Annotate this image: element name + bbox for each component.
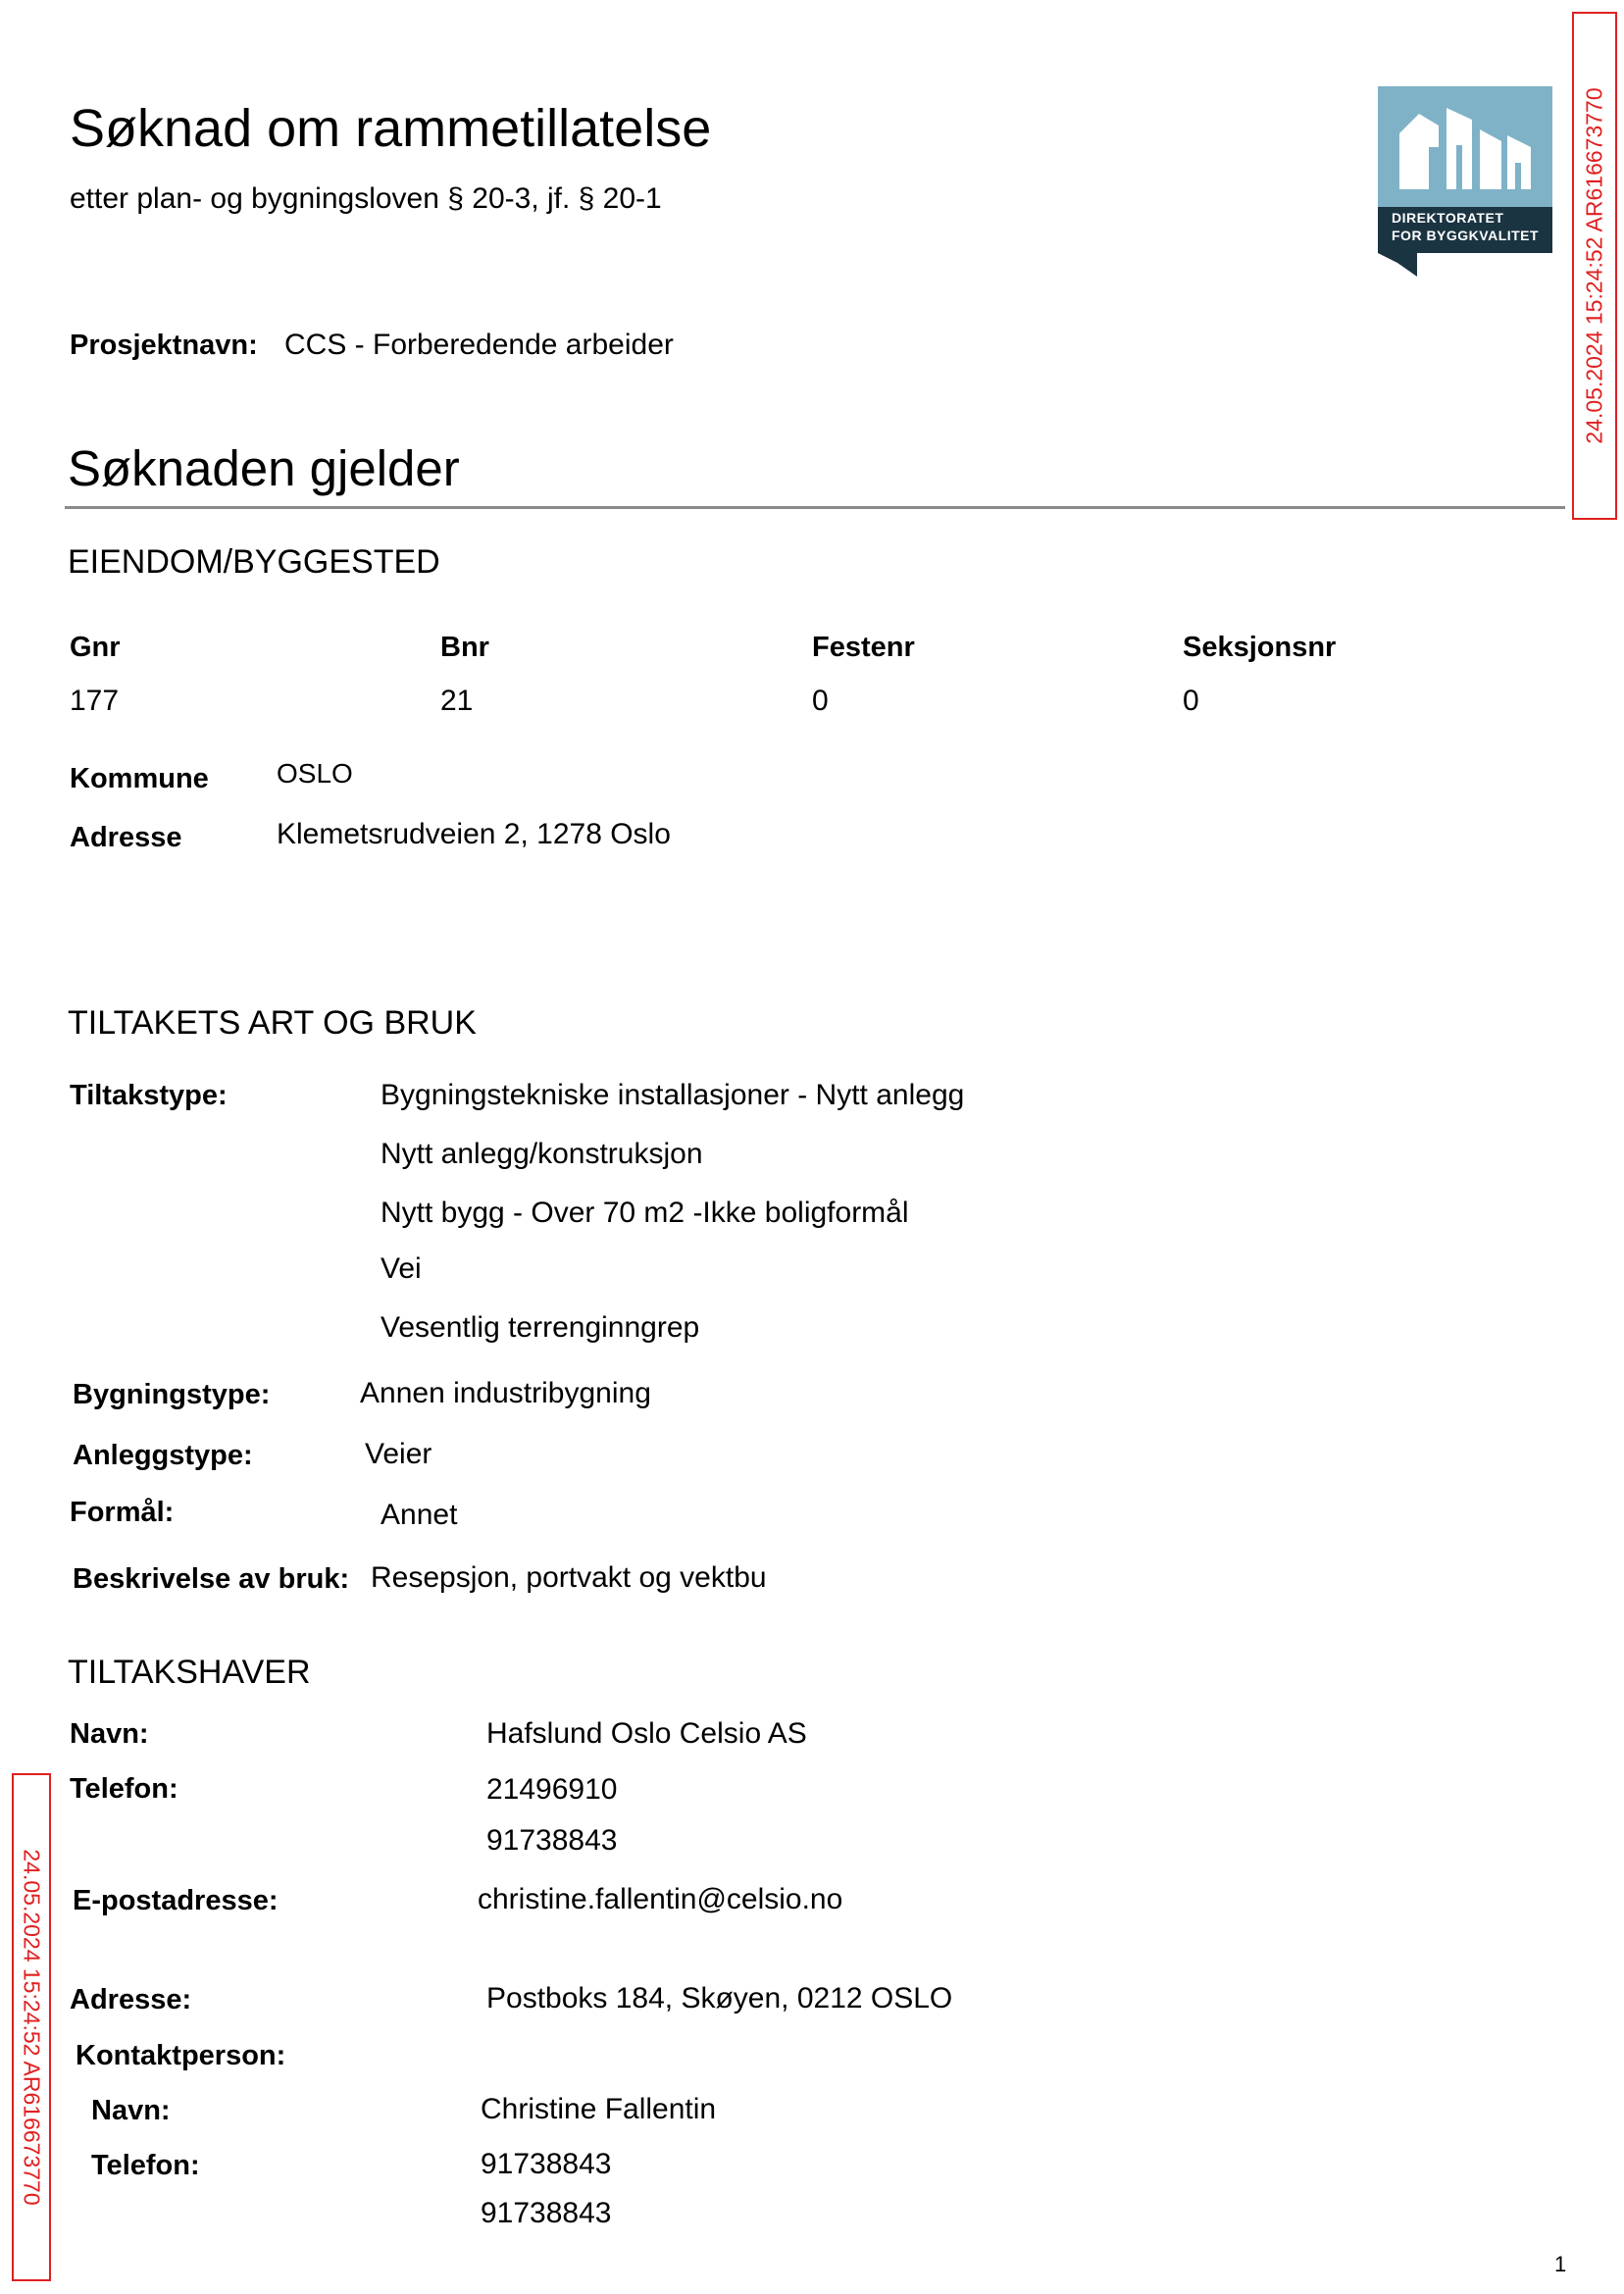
tiltak-heading: TILTAKETS ART OG BRUK [68,1004,477,1042]
project-label: Prosjektnavn: [70,330,258,361]
kontakt-navn-value: Christine Fallentin [481,2093,717,2125]
document-subtitle: etter plan- og bygningsloven § 20-3, jf. § 20-1 [70,182,662,215]
tiltakstype-value: Vesentlig terrenginngrep [381,1311,700,1344]
seksjonsnr-value: 0 [1183,685,1199,717]
section-divider [65,506,1565,509]
dibk-logo-graphic [1378,86,1552,277]
project-value: CCS - Forberedende arbeider [284,329,674,361]
beskrivelse-value: Resepsjon, portvakt og vektbu [371,1561,767,1594]
tiltakstype-value: Vei [381,1252,422,1285]
kommune-value: OSLO [277,758,353,789]
navn-label: Navn: [70,1718,149,1750]
gnr-value: 177 [70,685,120,717]
tiltakshaver-heading: TILTAKSHAVER [68,1654,311,1691]
anleggstype-value: Veier [365,1438,432,1470]
tiltakstype-label: Tiltakstype: [70,1080,228,1111]
telefon-value: 21496910 [486,1773,618,1806]
festenr-label: Festenr [812,632,915,663]
anleggstype-label: Anleggstype: [73,1440,253,1471]
bnr-value: 21 [440,685,474,717]
kontakt-telefon-value: 91738843 [481,2197,612,2229]
tiltakshaver-adresse-label: Adresse: [70,1984,192,2015]
adresse-label: Adresse [70,822,182,853]
epost-label: E-postadresse: [73,1885,279,1916]
stamp-text: 24.05.2024 15:24:52 AR616673770 [19,1849,45,2206]
navn-value: Hafslund Oslo Celsio AS [486,1717,807,1750]
festenr-value: 0 [812,685,829,717]
kontakt-navn-label: Navn: [91,2095,171,2126]
tiltakstype-value: Nytt anlegg/konstruksjon [381,1138,703,1170]
receipt-stamp-top [1572,12,1617,520]
receipt-stamp-bottom [12,1773,51,2281]
stamp-text: 24.05.2024 15:24:52 AR616673770 [1581,87,1607,444]
tiltakstype-value: Bygningstekniske installasjoner - Nytt anlegg [381,1079,965,1111]
kontaktperson-label: Kontaktperson: [76,2040,286,2071]
bygningstype-value: Annen industribygning [360,1377,651,1409]
telefon-value: 91738843 [486,1824,618,1857]
tiltakstype-value: Nytt bygg - Over 70 m2 -Ikke boligformål [381,1197,909,1229]
beskrivelse-label: Beskrivelse av bruk: [73,1563,350,1595]
page-number: 1 [1554,2252,1567,2276]
document-title: Søknad om rammetillatelse [70,99,712,158]
formal-label: Formål: [70,1497,175,1528]
logo-text-line1: DIREKTORATET [1392,210,1504,226]
logo-text-line2: FOR BYGGKVALITET [1392,228,1540,243]
kontakt-telefon-value: 91738843 [481,2148,612,2180]
gnr-label: Gnr [70,632,121,663]
seksjonsnr-label: Seksjonsnr [1183,632,1337,663]
section-title: Søknaden gjelder [68,440,460,496]
dibk-logo [1378,86,1552,277]
eiendom-heading: EIENDOM/BYGGESTED [68,543,440,581]
epost-value: christine.fallentin@celsio.no [478,1883,843,1915]
formal-value: Annet [381,1499,458,1531]
telefon-label: Telefon: [70,1773,178,1805]
tiltakshaver-adresse-value: Postboks 184, Skøyen, 0212 OSLO [486,1982,953,2014]
kommune-label: Kommune [70,763,209,794]
kontakt-telefon-label: Telefon: [91,2150,200,2181]
bygningstype-label: Bygningstype: [73,1379,271,1410]
adresse-value: Klemetsrudveien 2, 1278 Oslo [277,818,671,850]
bnr-label: Bnr [440,632,489,663]
